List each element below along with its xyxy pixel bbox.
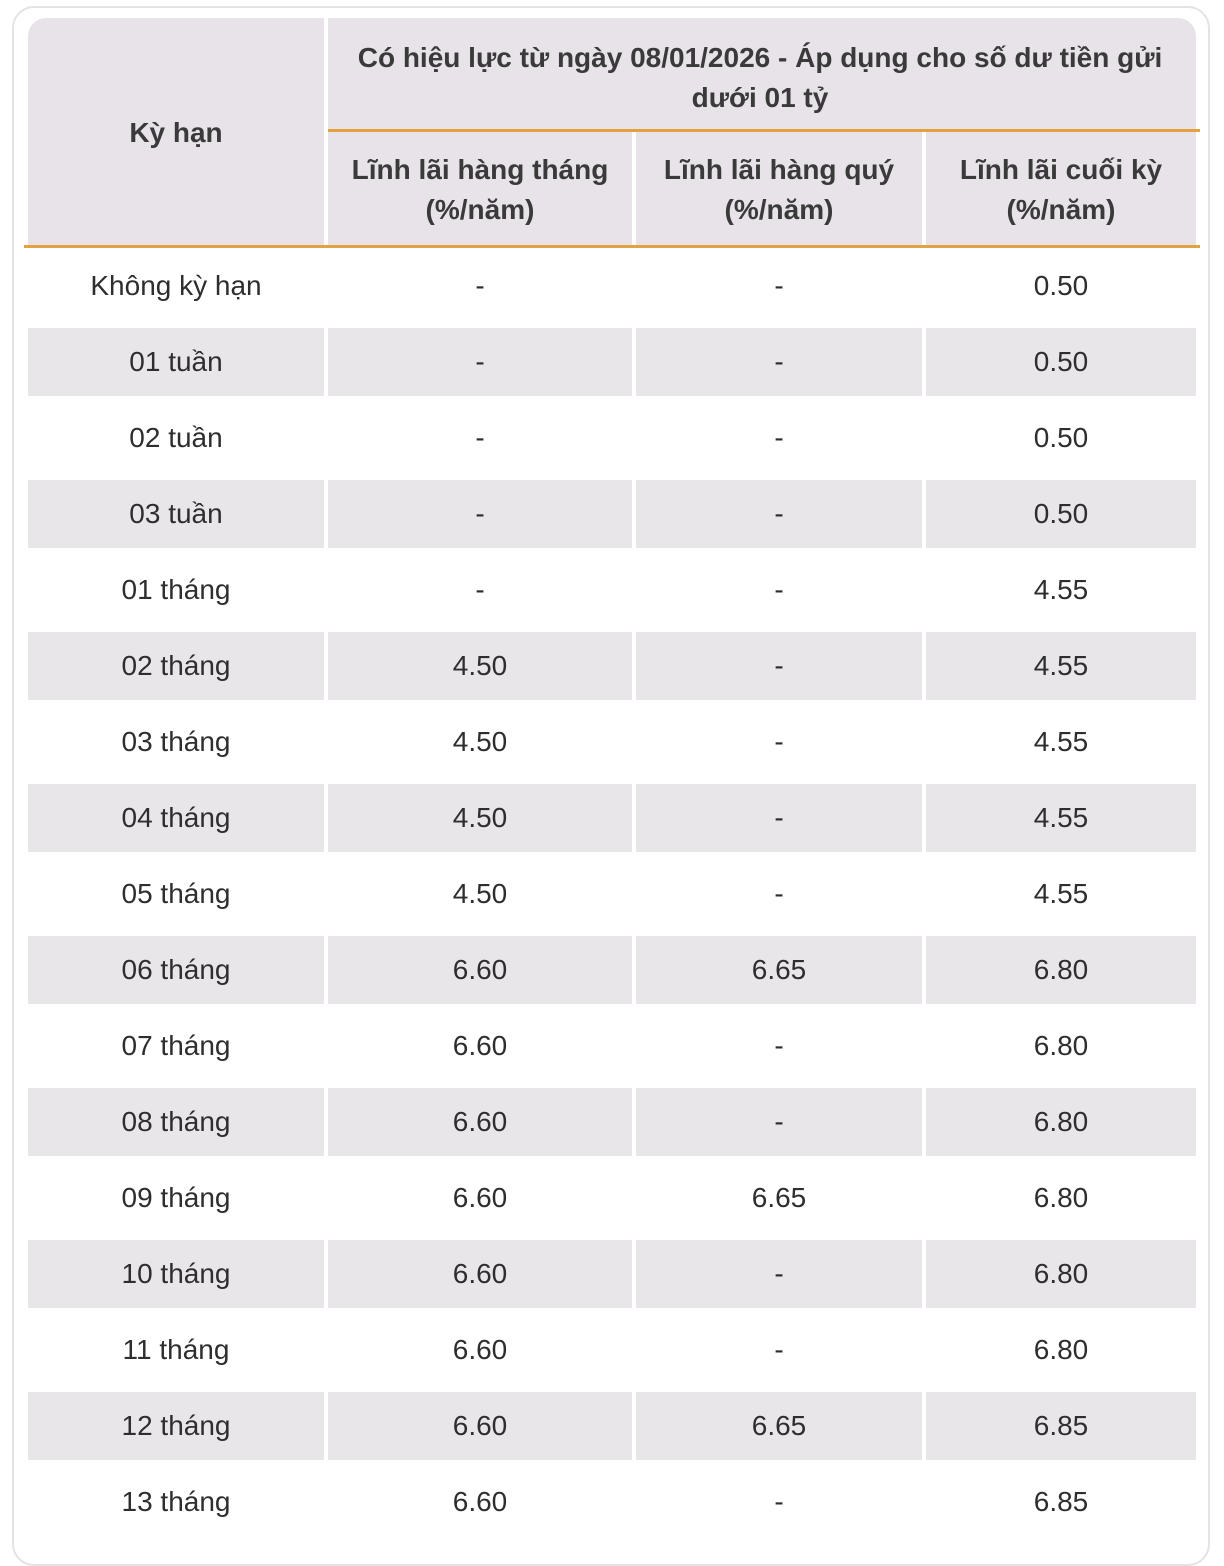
row-quarterly-rate: - [774,270,784,301]
row-term: 06 tháng [28,936,324,1004]
header-quarterly-interest: Lĩnh lãi hàng quý (%/năm) [663,154,895,225]
row-quarterly-rate: - [774,1030,784,1061]
row-term: 10 tháng [28,1240,324,1308]
row-end-of-term-rate: 6.85 [1033,1486,1089,1517]
table-row [28,1236,1196,1312]
row-monthly-rate: 4.50 [328,632,632,700]
table-row [28,704,1196,780]
row-term: 08 tháng [28,1088,324,1156]
row-quarterly-rate: - [636,480,922,548]
row-term: 09 tháng [121,1182,231,1213]
row-term: 07 tháng [121,1030,231,1061]
row-quarterly-rate: - [774,1334,784,1365]
row-term: 05 tháng [121,878,231,909]
row-end-of-term-rate: 6.80 [926,1088,1196,1156]
row-term: Không kỳ hạn [90,270,262,301]
row-monthly-rate: - [328,328,632,396]
row-end-of-term-rate: 0.50 [1033,270,1089,301]
row-monthly-rate: 4.50 [452,878,508,909]
table-row [28,1160,1196,1236]
row-quarterly-rate: - [636,632,922,700]
row-monthly-rate: - [475,270,485,301]
row-term: 02 tháng [28,632,324,700]
table-row [28,856,1196,932]
table-row [28,932,1196,1008]
row-term: 11 tháng [122,1334,230,1365]
row-monthly-rate: 6.60 [452,1030,508,1061]
row-end-of-term-rate: 6.80 [926,936,1196,1004]
header-end-of-term-interest: Lĩnh lãi cuối kỳ (%/năm) [959,154,1163,225]
row-quarterly-rate: - [636,1240,922,1308]
row-end-of-term-rate: 6.80 [1033,1334,1089,1365]
header-subdivider-line [328,129,1200,132]
row-end-of-term-rate: 0.50 [926,328,1196,396]
table-row [28,1312,1196,1388]
row-term: 04 tháng [28,784,324,852]
row-term: 12 tháng [28,1392,324,1460]
header-divider [324,18,328,248]
table-row [28,780,1196,856]
table-row [28,1008,1196,1084]
row-monthly-rate: 6.60 [328,1088,632,1156]
table-row [28,400,1196,476]
header-monthly-interest: Lĩnh lãi hàng tháng (%/năm) [351,154,609,225]
row-end-of-term-rate: 4.55 [926,784,1196,852]
row-term: 03 tháng [121,726,231,757]
row-quarterly-rate: - [774,574,784,605]
row-end-of-term-rate: 6.85 [926,1392,1196,1460]
table-row [28,476,1196,552]
row-monthly-rate: - [328,480,632,548]
row-end-of-term-rate: 4.55 [1033,574,1089,605]
row-quarterly-rate: - [636,784,922,852]
row-monthly-rate: 6.60 [452,1182,508,1213]
row-quarterly-rate: - [774,726,784,757]
row-monthly-rate: 6.60 [452,1486,508,1517]
row-end-of-term-rate: 0.50 [926,480,1196,548]
row-quarterly-rate: 6.65 [636,936,922,1004]
table-row [28,1084,1196,1160]
table-row [28,324,1196,400]
row-monthly-rate: 4.50 [328,784,632,852]
row-end-of-term-rate: 4.55 [1033,726,1089,757]
row-end-of-term-rate: 4.55 [926,632,1196,700]
table-row [28,248,1196,324]
header-term: Kỳ hạn [129,117,223,148]
row-quarterly-rate: - [774,1486,784,1517]
row-quarterly-rate: - [774,878,784,909]
row-monthly-rate: 6.60 [328,936,632,1004]
row-end-of-term-rate: 6.80 [1033,1182,1089,1213]
row-term: 01 tháng [121,574,231,605]
row-end-of-term-rate: 0.50 [1033,422,1089,453]
table-row [28,628,1196,704]
row-quarterly-rate: - [636,328,922,396]
row-quarterly-rate: 6.65 [636,1392,922,1460]
row-monthly-rate: - [475,574,485,605]
table-row [28,552,1196,628]
header-divider [632,132,636,248]
row-end-of-term-rate: 4.55 [1033,878,1089,909]
row-monthly-rate: 4.50 [452,726,508,757]
table-row [28,1388,1196,1464]
row-quarterly-rate: - [774,422,784,453]
row-term: 01 tuần [28,328,324,396]
row-monthly-rate: 6.60 [328,1392,632,1460]
row-end-of-term-rate: 6.80 [926,1240,1196,1308]
header-divider [922,132,926,248]
row-monthly-rate: 6.60 [452,1334,508,1365]
row-term: 13 tháng [121,1486,231,1517]
row-quarterly-rate: - [636,1088,922,1156]
row-end-of-term-rate: 6.80 [1033,1030,1089,1061]
row-term: 03 tuần [28,480,324,548]
row-quarterly-rate: 6.65 [751,1182,807,1213]
row-monthly-rate: 6.60 [328,1240,632,1308]
row-term: 02 tuần [129,422,223,453]
table-row [28,1464,1196,1540]
header-effective-date: Có hiệu lực từ ngày 08/01/2026 - Áp dụng cho số dư tiền gửi dưới 01 tỷ [357,42,1163,113]
row-monthly-rate: - [475,422,485,453]
